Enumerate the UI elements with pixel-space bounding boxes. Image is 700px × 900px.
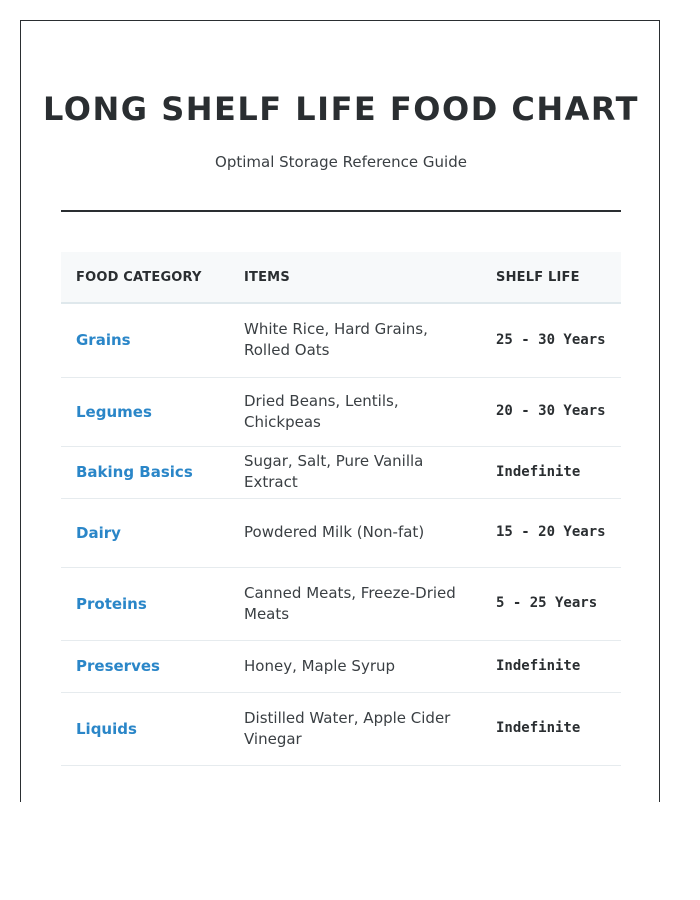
- row-items: Honey, Maple Syrup: [229, 640, 481, 692]
- table-row: [61, 303, 621, 377]
- page-subtitle: Optimal Storage Reference Guide: [215, 153, 467, 171]
- row-items: Distilled Water, Apple Cider Vinegar: [229, 692, 481, 765]
- row-shelf-life: Indefinite: [481, 692, 621, 765]
- row-category: Dairy: [61, 498, 229, 567]
- chart-card: [20, 20, 660, 802]
- row-category: Baking Basics: [61, 446, 229, 498]
- row-items: Canned Meats, Freeze-Dried Meats: [229, 567, 481, 640]
- shelf-life-table: [61, 252, 621, 766]
- table-header-row: [61, 252, 621, 303]
- row-shelf-life: 25 - 30 Years: [481, 303, 621, 377]
- row-category: Legumes: [61, 377, 229, 446]
- row-category: Grains: [61, 303, 229, 377]
- table-row: [61, 567, 621, 640]
- column-header-shelf-life: SHELF LIFE: [481, 252, 621, 303]
- row-shelf-life: 15 - 20 Years: [481, 498, 621, 567]
- row-shelf-life: 20 - 30 Years: [481, 377, 621, 446]
- table-row: [61, 498, 621, 567]
- column-header-category: FOOD CATEGORY: [61, 252, 229, 303]
- column-header-items: ITEMS: [229, 252, 481, 303]
- row-category: Preserves: [61, 640, 229, 692]
- row-category: Proteins: [61, 567, 229, 640]
- row-items: Sugar, Salt, Pure Vanilla Extract: [229, 446, 481, 498]
- row-shelf-life: Indefinite: [481, 446, 621, 498]
- row-shelf-life: Indefinite: [481, 640, 621, 692]
- table-row: [61, 446, 621, 498]
- table-row: [61, 692, 621, 765]
- table-row: [61, 377, 621, 446]
- table-row: [61, 640, 621, 692]
- title-divider: [61, 210, 621, 212]
- row-items: White Rice, Hard Grains, Rolled Oats: [229, 303, 481, 377]
- row-items: Powdered Milk (Non-fat): [229, 498, 481, 567]
- row-items: Dried Beans, Lentils, Chickpeas: [229, 377, 481, 446]
- row-category: Liquids: [61, 692, 229, 765]
- row-shelf-life: 5 - 25 Years: [481, 567, 621, 640]
- page-title: LONG SHELF LIFE FOOD CHART: [43, 90, 639, 128]
